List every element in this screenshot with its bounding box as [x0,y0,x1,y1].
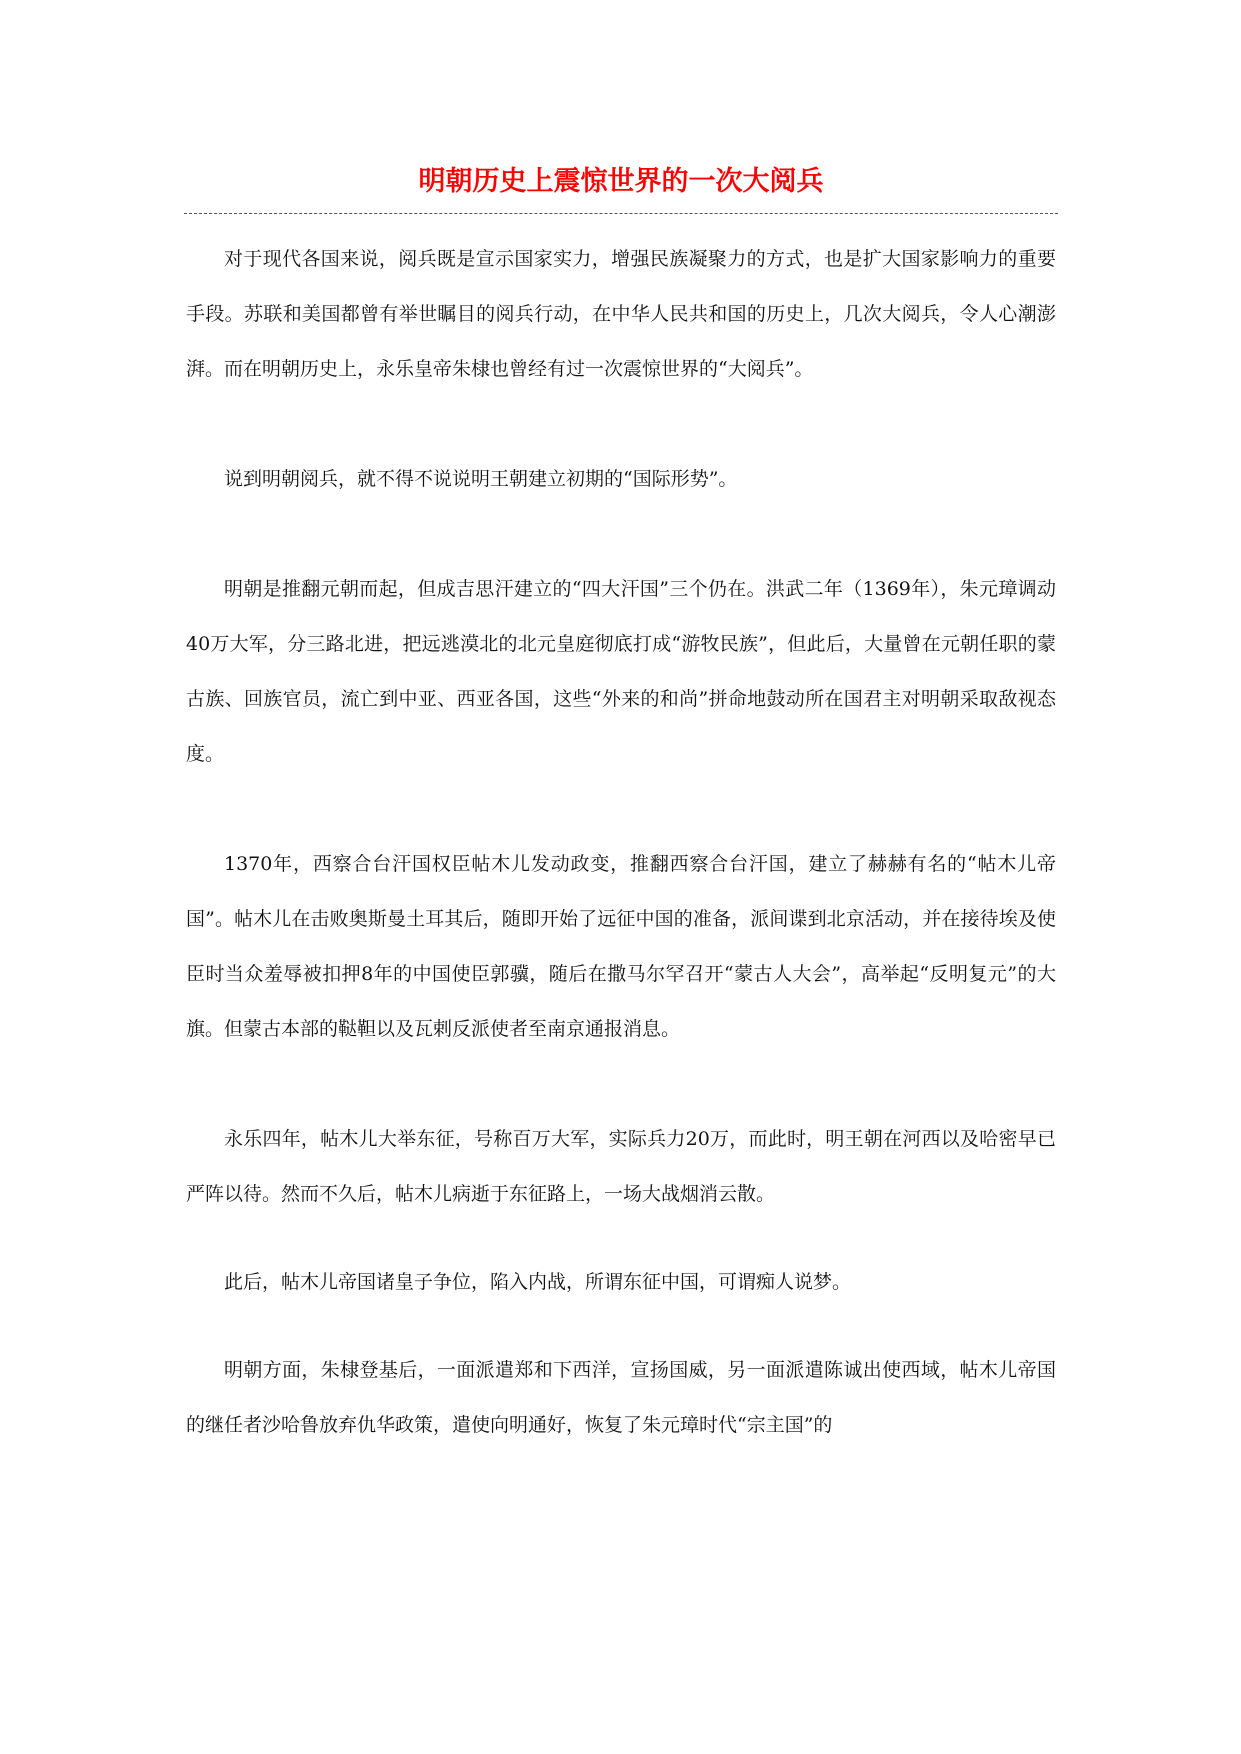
document-title: 明朝历史上震惊世界的一次大阅兵 [418,166,824,197]
document-body [186,232,1056,1508]
paragraph-2: 说到明朝阅兵，就不得不说说明王朝建立初期的“国际形势”。 [224,468,738,490]
paragraph-3: 明朝是推翻元朝而起，但成吉思汗建立的“四大汗国”三个仍在。洪武二年（1369年），朱元璋调动40万大军，分三路北进，把远逃漠北的北元皇庭彻底打成“游牧民族”，但此后，大量曾在元朝任职的蒙古族、回族官员，流亡到中亚、西亚各国，这些“外来的和尚”拼命地鼓动所在国君主对明朝采取敌视态度。 [186,578,1056,765]
paragraph-5: 永乐四年，帖木儿大举东征，号称百万大军，实际兵力20万，而此时，明王朝在河西以及哈密早已严阵以待。然而不久后，帖木儿病逝于东征路上，一场大战烟消云散。 [186,1128,1056,1205]
paragraph-7: 明朝方面，朱棣登基后，一面派遣郑和下西洋，宣扬国威，另一面派遣陈诚出使西域，帖木儿帝国的继任者沙哈鲁放弃仇华政策，遣使向明通好，恢复了朱元璋时代“宗主国”的 [186,1359,1056,1436]
paragraph-6: 此后，帖木儿帝国诸皇子争位，陷入内战，所谓东征中国，可谓痴人说梦。 [224,1271,852,1293]
paragraph-1: 对于现代各国来说，阅兵既是宣示国家实力，增强民族凝聚力的方式，也是扩大国家影响力的重要手段。苏联和美国都曾有举世瞩目的阅兵行动，在中华人民共和国的历史上，几次大阅兵，令人心潮澎湃。而在明朝历史上，永乐皇帝朱棣也曾经有过一次震惊世界的“大阅兵”。 [186,248,1056,380]
title-divider [184,213,1058,214]
paragraph-4: 1370年，西察合台汗国权臣帖木儿发动政变，推翻西察合台汗国，建立了赫赫有名的“帖木儿帝国”。帖木儿在击败奥斯曼土耳其后，随即开始了远征中国的准备，派间谍到北京活动，并在接待埃及使臣时当众羞辱被扣押8年的中国使臣郭骥，随后在撒马尔罕召开“蒙古人大会”，高举起“反明复元”的大旗。但蒙古本部的鞑靼以及瓦剌反派使者至南京通报消息。 [186,853,1056,1040]
